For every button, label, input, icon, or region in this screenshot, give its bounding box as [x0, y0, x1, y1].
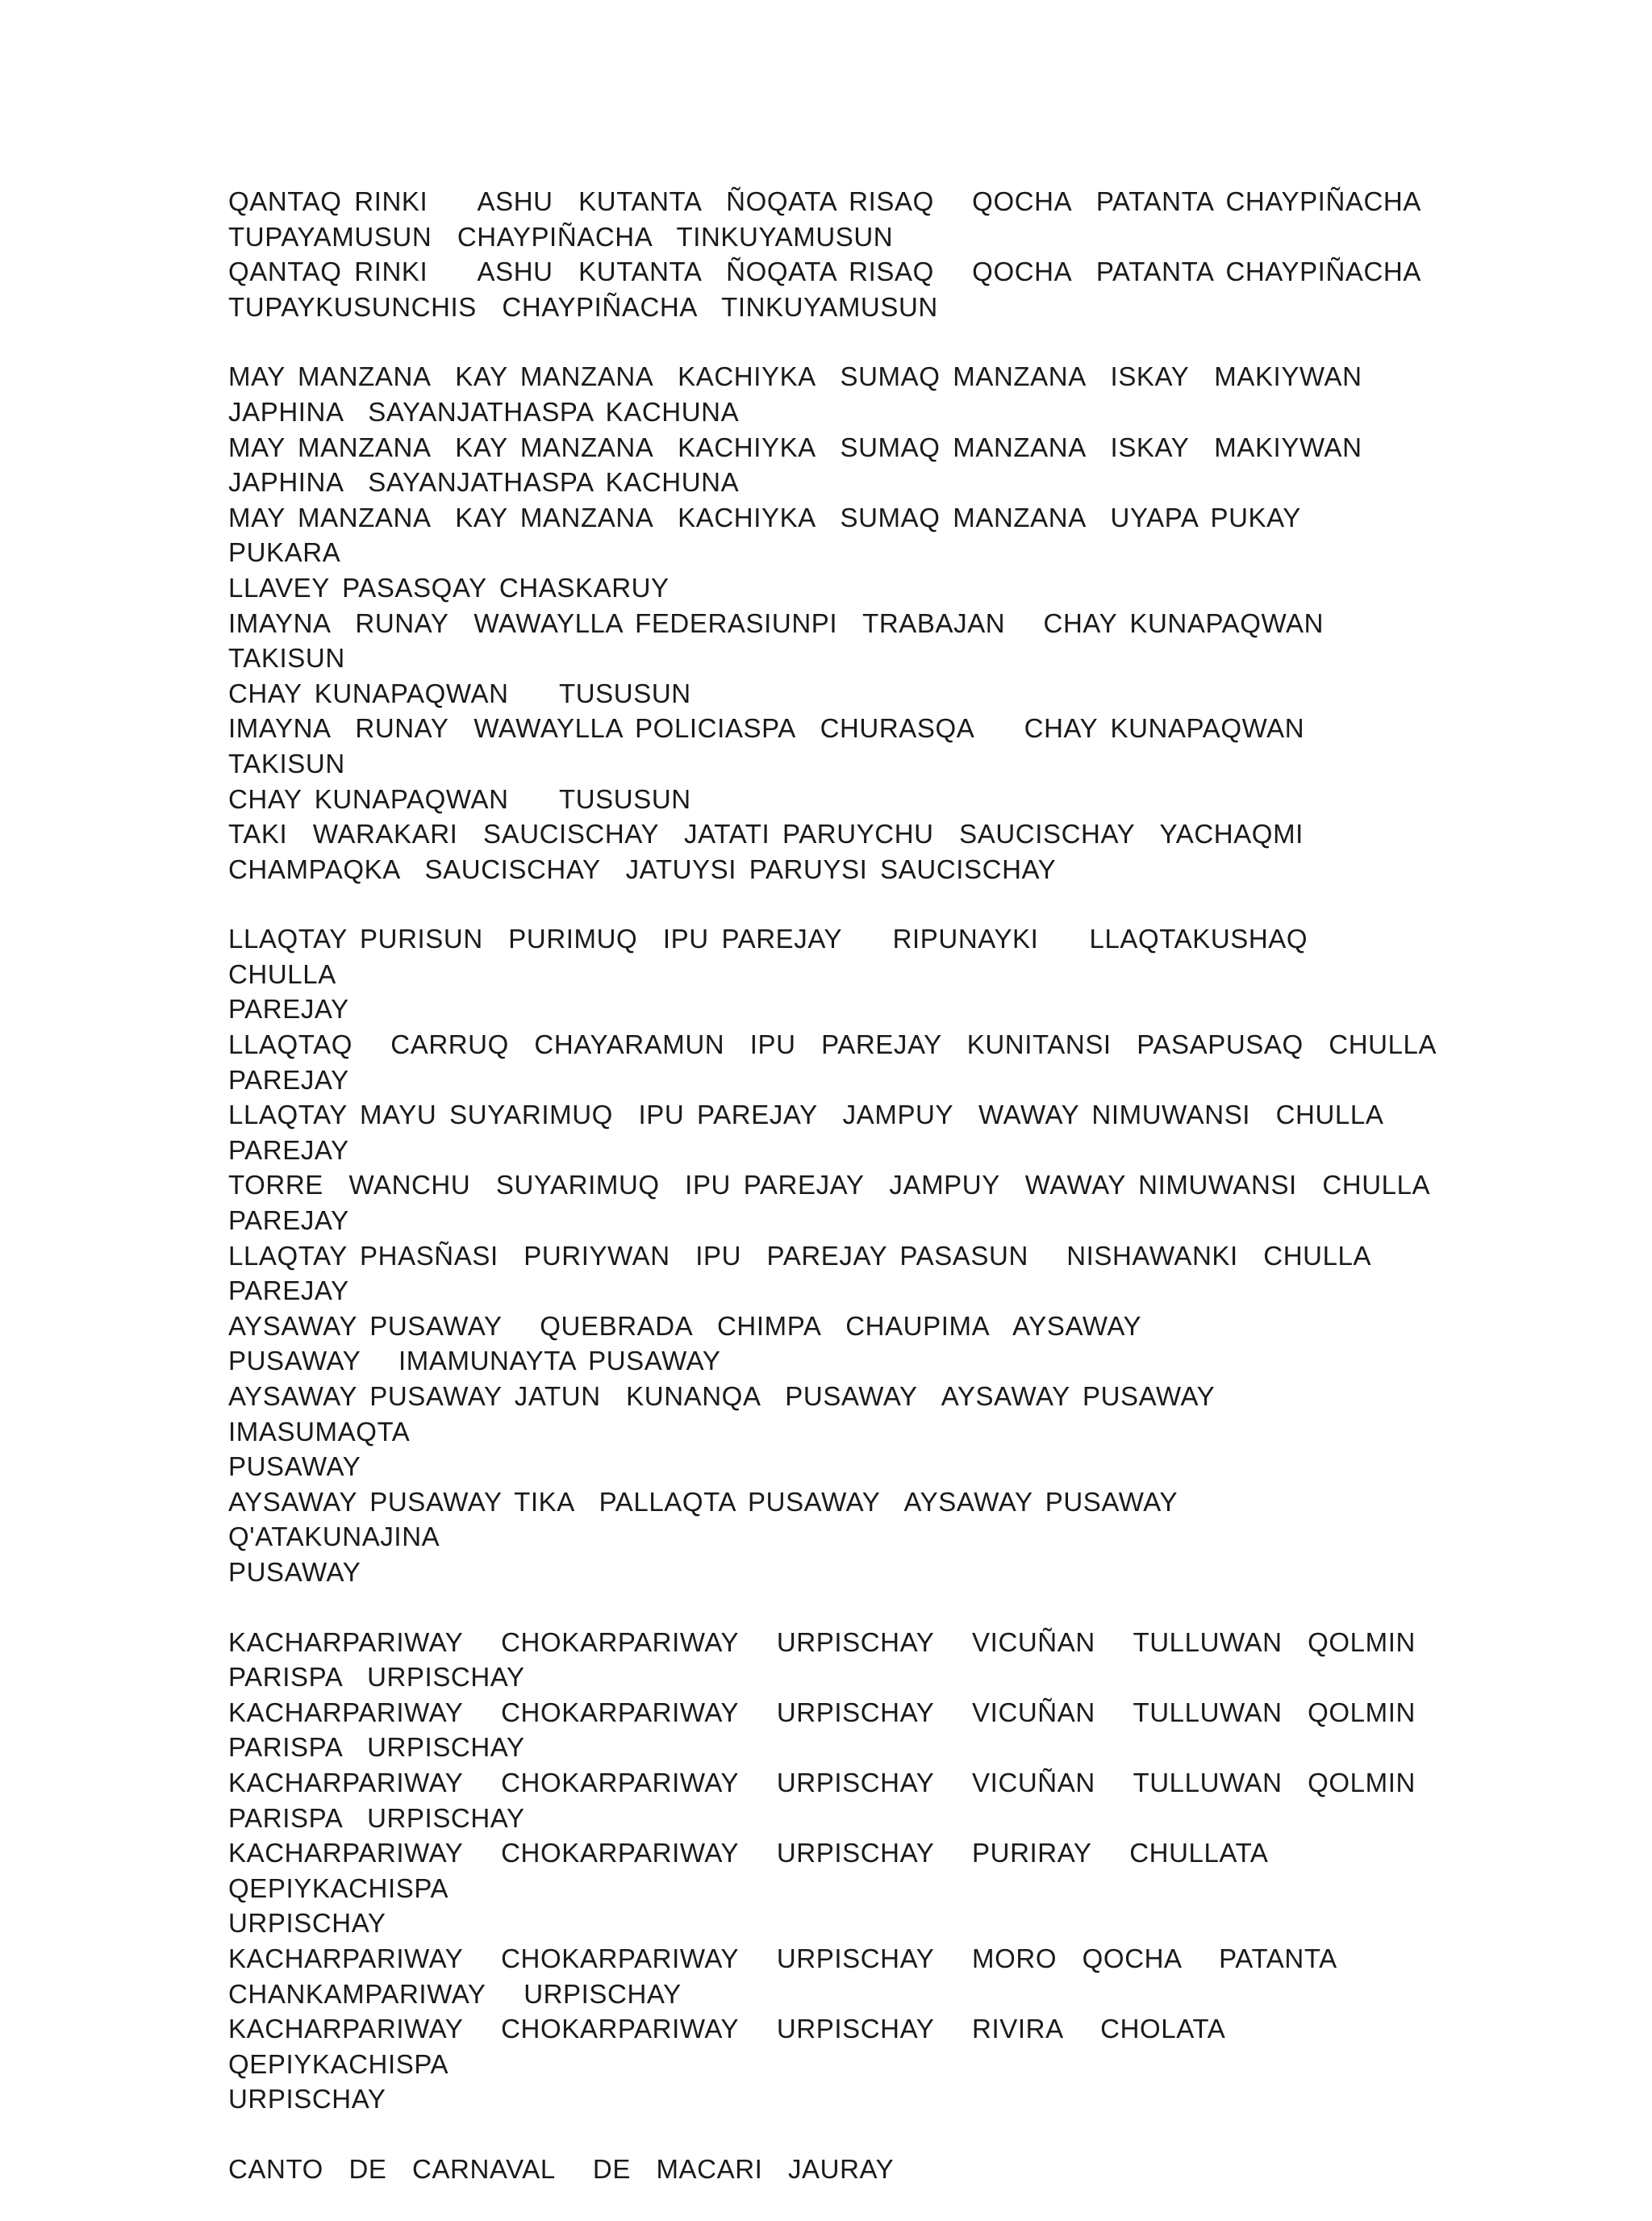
stanza-5 [228, 2152, 1438, 2187]
text-line: CHAY KUNAPAQWAN TUSUSUN [228, 678, 691, 708]
document-page [228, 184, 1438, 2221]
text-line: PARISPA URPISCHAY [228, 1662, 525, 1693]
text-line: QANTAQ RINKI ASHU KUTANTA ÑOQATA RISAQ QOCHA PATANTA CHAYPIÑACHA [228, 257, 1421, 287]
text-line: LLAQTAY PHASÑASI PURIYWAN IPU PAREJAY PASASUN NISHAWANKI CHULLA [228, 1240, 1372, 1271]
text-line: TAKI WARAKARI SAUCISCHAY JATATI PARUYCHU SAUCISCHAY YACHAQMI [228, 819, 1304, 850]
text-line: TUPAYKUSUNCHIS CHAYPIÑACHA TINKUYAMUSUN [228, 291, 938, 322]
text-line: AYSAWAY PUSAWAY QUEBRADA CHIMPA CHAUPIMA AYSAWAY [228, 1310, 1142, 1341]
text-line: MAY MANZANA KAY MANZANA KACHIYKA SUMAQ MANZANA ISKAY MAKIYWAN [228, 432, 1362, 462]
text-line: JAPHINA SAYANJATHASPA KACHUNA [228, 467, 740, 498]
text-line: PAREJAY [228, 1275, 349, 1306]
text-line: LLAQTAY MAYU SUYARIMUQ IPU PAREJAY JAMPUY WAWAY NIMUWANSI CHULLA [228, 1100, 1384, 1130]
text-line: KACHARPARIWAY CHOKARPARIWAY URPISCHAY VICUÑAN TULLUWAN QOLMIN [228, 1697, 1416, 1727]
stanza-4 [228, 1625, 1438, 2117]
text-line: CHAY KUNAPAQWAN TUSUSUN [228, 783, 691, 814]
text-line: PARISPA URPISCHAY [228, 1802, 525, 1833]
text-line: PAREJAY [228, 1205, 349, 1236]
text-line: AYSAWAY PUSAWAY TIKA PALLAQTA PUSAWAY AYSAWAY PUSAWAY Q'ATAKUNAJINA [228, 1486, 1241, 1552]
text-line: KACHARPARIWAY CHOKARPARIWAY URPISCHAY RIVIRA CHOLATA QEPIYKACHISPA [228, 2014, 1250, 2079]
stanza-1 [228, 184, 1438, 324]
text-line: KACHARPARIWAY CHOKARPARIWAY URPISCHAY VICUÑAN TULLUWAN QOLMIN [228, 1626, 1416, 1657]
text-line: PUSAWAY IMAMUNAYTA PUSAWAY [228, 1346, 721, 1376]
text-line: IMAYNA RUNAY WAWAYLLA FEDERASIUNPI TRABAJAN CHAY KUNAPAQWAN TAKISUN [228, 607, 1349, 674]
text-line: URPISCHAY [228, 2084, 386, 2115]
text-line: PUSAWAY [228, 1556, 361, 1587]
text-line: TUPAYAMUSUN CHAYPIÑACHA TINKUYAMUSUN [228, 221, 894, 252]
text-line: LLAQTAY PURISUN PURIMUQ IPU PAREJAY RIPUNAYKI LLAQTAKUSHAQ CHULLA [228, 924, 1333, 989]
text-line: KACHARPARIWAY CHOKARPARIWAY URPISCHAY VICUÑAN TULLUWAN QOLMIN [228, 1767, 1416, 1797]
text-line: MAY MANZANA KAY MANZANA KACHIYKA SUMAQ MANZANA ISKAY MAKIYWAN [228, 361, 1362, 392]
text-line: PAREJAY [228, 1064, 349, 1095]
text-line: MAY MANZANA KAY MANZANA KACHIYKA SUMAQ MANZANA UYAPA PUKAY PUKARA [228, 502, 1326, 568]
text-line: TORRE WANCHU SUYARIMUQ IPU PAREJAY JAMPUY WAWAY NIMUWANSI CHULLA [228, 1170, 1431, 1200]
text-line: LLAVEY PASASQAY CHASKARUY [228, 572, 670, 603]
text-line: PUSAWAY [228, 1451, 361, 1482]
closing-title: CANTO DE CARNAVAL DE MACARI JAURAY [228, 2153, 895, 2184]
text-line: CHAMPAQKA SAUCISCHAY JATUYSI PARUYSI SAUCISCHAY [228, 854, 1057, 884]
text-line: PAREJAY [228, 994, 349, 1025]
text-line: LLAQTAQ CARRUQ CHAYARAMUN IPU PAREJAY KUNITANSI PASAPUSAQ CHULLA [228, 1029, 1437, 1060]
text-line: QANTAQ RINKI ASHU KUTANTA ÑOQATA RISAQ QOCHA PATANTA CHAYPIÑACHA [228, 186, 1421, 216]
text-line: KACHARPARIWAY CHOKARPARIWAY URPISCHAY MORO QOCHA PATANTA [228, 1943, 1337, 1973]
stanza-3 [228, 921, 1438, 1589]
text-line: PARISPA URPISCHAY [228, 1732, 525, 1763]
text-line: IMAYNA RUNAY WAWAYLLA POLICIASPA CHURASQA CHAY KUNAPAQWAN TAKISUN [228, 713, 1330, 779]
text-line: URPISCHAY [228, 1908, 386, 1939]
text-line: KACHARPARIWAY CHOKARPARIWAY URPISCHAY PURIRAY CHULLATA QEPIYKACHISPA [228, 1838, 1293, 1903]
stanza-2 [228, 359, 1438, 887]
text-line: CHANKAMPARIWAY URPISCHAY [228, 1978, 682, 2009]
text-line: PAREJAY [228, 1134, 349, 1165]
text-line: AYSAWAY PUSAWAY JATUN KUNANQA PUSAWAY AYSAWAY PUSAWAY IMASUMAQTA [228, 1381, 1266, 1447]
text-line: JAPHINA SAYANJATHASPA KACHUNA [228, 396, 740, 427]
